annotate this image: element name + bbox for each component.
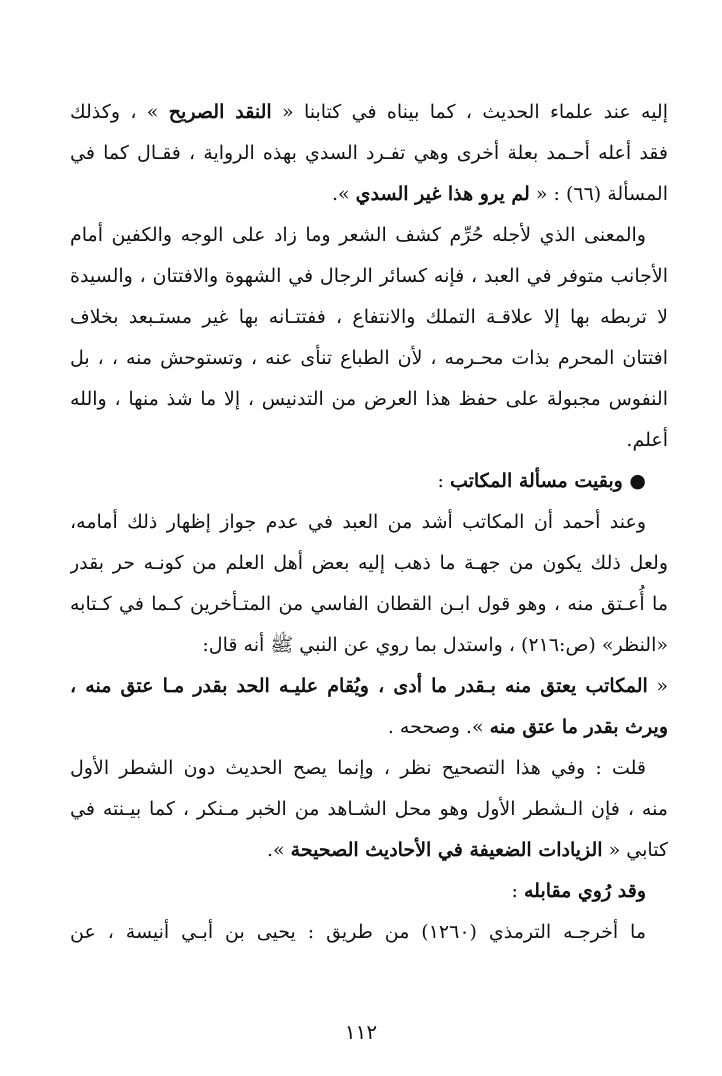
text-line-6: لا تربطه بها إلا علاقـة التملك والانتفاع ، ففتتـانه بها غير مستـبعد بخلاف (70, 306, 668, 328)
text-line-8: النفوس مجبولة على حفظ هذا العرض من التدنيس ، إلا ما شذ منها ، والله (70, 388, 668, 410)
quote-bold-1: لم يرو هذا غير السدي (355, 183, 530, 205)
text-line-4: والمعنى الذي لأجله حُرِّم كشف الشعر وما زاد على الوجه والكفين أمام (70, 224, 646, 246)
text-line-1: إليه عند علماء الحديث ، كما بيناه في كتابنا « النقد الصريح » ، وكذلك (70, 101, 668, 123)
text-line-3: المسألة (٦٦) : « لم يرو هذا غير السدي ». (331, 183, 668, 205)
text-line-18: منه ، فإن الـشطر الأول وهو محل الشـاهد من الخبر مـنكر ، كما بيـنته في (70, 798, 668, 820)
page-number: ١١٢ (344, 1020, 378, 1044)
text-line-19: كتابي « الزيادات الضعيفة في الأحاديث الصحيحة ». (266, 839, 668, 861)
text-line-21: ما أخرجـه الترمذي (١٢٦٠) من طريق : يحيى بن أبـي أنيسة ، عن (70, 921, 647, 943)
text-line-13: ما أُعـتق منه ، وهو قول ابـن القطان الفاسي من المتـأخرين كـما في كـتابه (70, 593, 668, 615)
text-line-2: فقد أعله أحـمد بعلة أخرى وهي تفـرد السدي بهذه الرواية ، فقـال كما في (70, 142, 668, 164)
book-title-naqd: النقد الصريح (168, 101, 272, 123)
section-heading-mukatab: ● وبقيت مسألة المكاتب : (437, 470, 646, 492)
page-body (70, 92, 668, 953)
text-line-17: قلت : وفي هذا التصحيح نظر ، وإنما يصح الحديث دون الشطر الأول (70, 757, 646, 779)
book-title-ziyadat: الزيادات الضعيفة في الأحاديث الصحيحة (290, 839, 603, 861)
text-line-5: الأجانب متوفر في العبد ، فإنه كسائر الرجال في الشهوة والافتتان ، والسيدة (70, 265, 668, 287)
text-line-11: وعند أحمد أن المكاتب أشد من العبد في عدم جواز إظهار ذلك أمامه، (70, 511, 646, 533)
hadith-line-1: « المكاتب يعتق منه بـقدر ما أدى ، ويُقام عليـه الحد بقدر مـا عتق منه ، (70, 675, 668, 697)
text-line-7: افتتان المحرم بذات محـرمه ، لأن الطباع تنأى عنه ، وتستوحش منه ، ، بل (70, 347, 668, 369)
subheading-muqabil: وقد رُوي مقابله : (511, 880, 646, 902)
text-line-12: ولعل ذلك يكون من جهـة ما ذهب إليه بعض أهل العلم من كونـه حر بقدر (70, 552, 668, 574)
text-line-9: أعلم. (626, 429, 668, 451)
hadith-line-2: ويرث بقدر ما عتق منه ». وصححه . (387, 716, 668, 738)
text-line-14: «النظر» (ص:٢١٦) ، واستدل بما روي عن النبي ﷺ أنه قال: (202, 634, 668, 656)
